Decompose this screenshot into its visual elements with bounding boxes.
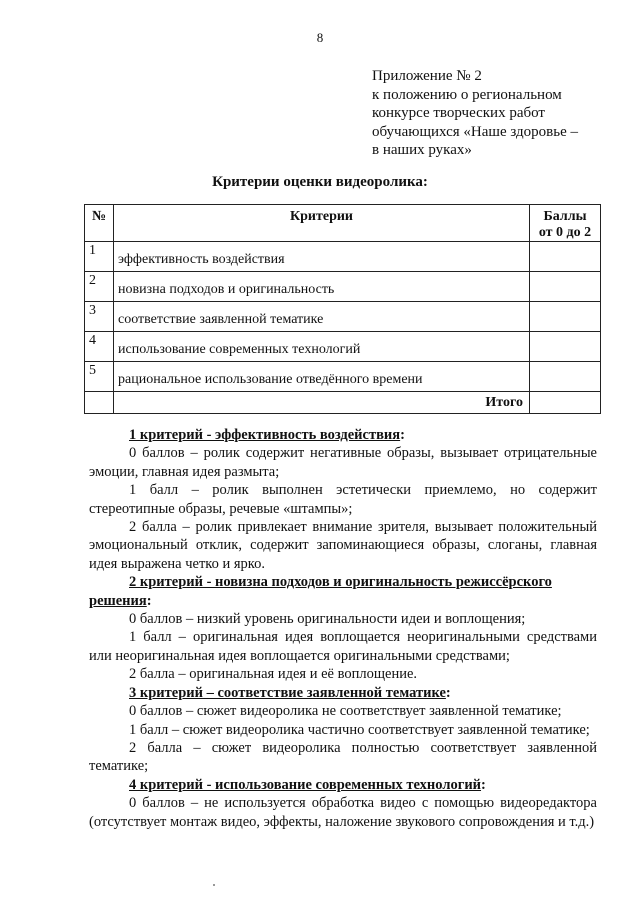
criterion-paragraph: 0 баллов – не используется обработка видео с помощью видеоредактора (отсутствует монтаж видео, эффекты, наложение звукового сопровождения и т.д.) [89, 795, 597, 830]
header-num: № [85, 205, 114, 242]
row-num: 4 [85, 332, 114, 362]
row-num: 1 [85, 242, 114, 272]
row-points-cell [530, 332, 601, 362]
criterion-paragraph: 2 балла – сюжет видеоролика полностью соответствует заявленной тематике; [89, 739, 597, 775]
table-header-row [85, 205, 601, 242]
total-points-cell [530, 392, 601, 414]
row-points-cell [530, 302, 601, 332]
page-title: Критерии оценки видеоролика: [212, 174, 428, 190]
criterion-paragraph: 1 балл – сюжет видеоролика частично соответствует заявленной тематике; [129, 721, 590, 738]
criterion-paragraph: 0 баллов – ролик содержит негативные образы, вызывает отрицательные эмоции, главная идея размыта; [89, 445, 597, 480]
row-num: 2 [85, 272, 114, 302]
row-points-cell [530, 242, 601, 272]
table-total-row [85, 392, 601, 414]
header-points-line1: Баллы [543, 209, 587, 224]
scan-speck [213, 884, 215, 886]
criterion-paragraph: 0 баллов – сюжет видеоролика не соответствует заявленной тематике; [129, 703, 562, 720]
total-num-cell [85, 392, 114, 414]
criteria-table [84, 204, 601, 414]
table-row [85, 302, 601, 332]
header-points [530, 205, 601, 242]
criterion-heading: 4 критерий - использование современных технологий: [129, 776, 486, 793]
row-points-cell [530, 362, 601, 392]
criterion-paragraph: 2 балла – ролик привлекает внимание зрителя, вызывает положительный эмоциональный отклик, содержит запоминающиеся образы, слоганы, главная идея выражена четко и ярко. [89, 519, 597, 572]
criterion-paragraph: 0 баллов – низкий уровень оригинальности идеи и воплощения; [129, 611, 526, 628]
appendix-line: к положению о региональном [372, 86, 562, 103]
appendix-line: в наших руках» [372, 142, 472, 158]
table-row [85, 332, 601, 362]
criterion-paragraph: 1 балл – оригинальная идея воплощается неоригинальными средствами или неоригинальная идея воплощается оригинальными средствами; [89, 629, 597, 664]
appendix-line: конкурсе творческих работ [372, 105, 545, 121]
criterion-paragraph: 1 балл – ролик выполнен эстетически приемлемо, но содержит стереотипные образы, речевые «штампы»; [89, 482, 597, 517]
row-points-cell [530, 272, 601, 302]
row-num: 5 [85, 362, 114, 392]
row-criterion: эффективность воздействия [114, 242, 530, 272]
total-label: Итого [114, 392, 530, 414]
header-points-line2: от 0 до 2 [538, 225, 592, 240]
appendix-line: обучающихся «Наше здоровье – [372, 123, 578, 140]
criterion-paragraph: 2 балла – оригинальная идея и её воплощение. [129, 666, 418, 683]
header-criteria: Критерии [114, 205, 530, 242]
row-criterion: соответствие заявленной тематике [114, 302, 530, 332]
criteria-description [89, 426, 597, 831]
criterion-heading-text: 4 критерий - использование современных технологий [129, 776, 482, 793]
criterion-heading-text: 1 критерий - эффективность воздействия [129, 427, 401, 443]
row-num: 3 [85, 302, 114, 332]
table-row [85, 362, 601, 392]
row-criterion: рациональное использование отведённого времени [114, 362, 530, 392]
criterion-heading: 1 критерий - эффективность воздействия: [129, 427, 405, 443]
appendix-block [372, 67, 578, 160]
criterion-heading: 2 критерий - новизна подходов и оригинальность режиссёрского решения: [89, 574, 552, 609]
row-criterion: новизна подходов и оригинальность [114, 272, 530, 302]
criterion-heading-text: 2 критерий - новизна подходов и оригинальность режиссёрского решения [89, 574, 552, 609]
table-row [85, 242, 601, 272]
table-row [85, 272, 601, 302]
criterion-heading-text: 3 критерий – соответствие заявленной тематике [129, 684, 446, 701]
row-criterion: использование современных технологий [114, 332, 530, 362]
criterion-heading: 3 критерий – соответствие заявленной тематике: [129, 684, 451, 701]
appendix-line: Приложение № 2 [372, 68, 482, 84]
page-number: 8 [316, 30, 324, 45]
